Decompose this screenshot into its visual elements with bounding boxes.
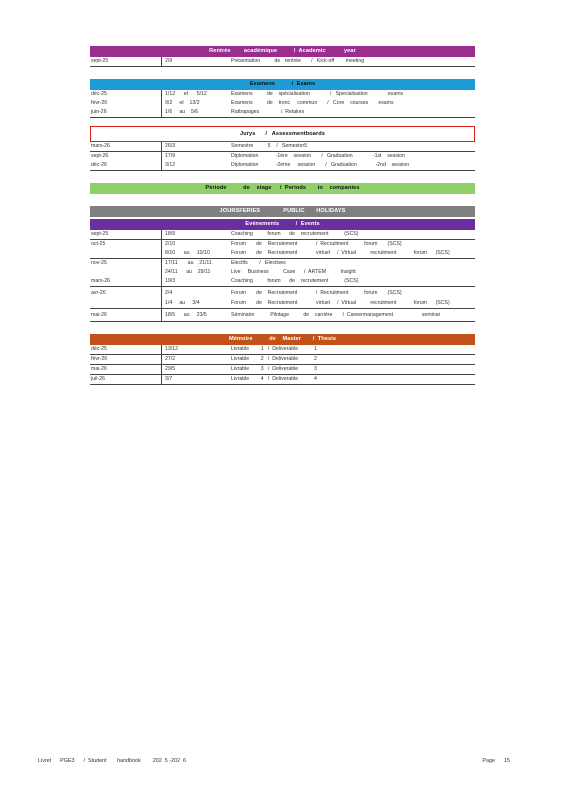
date-cell: 3/12: [161, 161, 231, 170]
table-row: [90, 299, 475, 309]
table-row: [90, 287, 475, 299]
date-cell: 19/3: [161, 277, 231, 286]
date-cell: 18/9: [161, 230, 231, 239]
table-row: [90, 355, 475, 365]
page-number: Page 15: [482, 758, 510, 764]
academic-year-header: Rentrée académique / Academic year: [90, 46, 475, 57]
label-cell: Electifs / Electives: [231, 260, 286, 266]
holidays-header: JOURSFERIES PUBLIC HOLIDAYS: [90, 206, 475, 217]
table-row: [90, 142, 475, 152]
date-cell: 17/9: [161, 152, 231, 161]
month-cell: [90, 249, 161, 258]
month-cell: sept-25: [91, 58, 109, 64]
month-cell: déc-25: [91, 91, 107, 97]
date-cell: 27/2: [161, 355, 231, 364]
date-cell: 2/9: [161, 57, 231, 66]
table-row: [90, 309, 475, 322]
label-cell: Livrable 3 / Deliverable 3: [231, 366, 317, 372]
month-cell: sept-25: [91, 231, 109, 237]
table-row: [90, 240, 475, 249]
month-cell: juin-26: [91, 109, 107, 115]
page-footer: [38, 758, 510, 764]
label-cell: Examens de tronc commun / Core courses exams: [231, 100, 394, 106]
table-row: [90, 277, 475, 287]
date-cell: 18/5 au 23/5: [161, 309, 231, 321]
juries-section: [90, 126, 475, 171]
date-cell: 24/11 au 29/11: [161, 268, 231, 277]
date-cell: 1/12 et 5/12: [161, 90, 231, 99]
thesis-header: Mémoire de Master / Thesis: [90, 334, 475, 345]
month-cell: févr-26: [91, 356, 108, 362]
label-cell: Diplomation -2ème session / Graduation -2nd session: [231, 162, 410, 168]
thesis-section: [90, 334, 475, 385]
internships-header: Période de stage / Periods in companies: [90, 183, 475, 194]
table-row: [90, 99, 475, 108]
date-cell: 8/10 au 10/10: [161, 249, 231, 258]
table-row: [90, 259, 475, 268]
label-cell: Rattrapages / Retakes: [231, 109, 305, 115]
table-row: [90, 249, 475, 259]
juries-header: Jurys / Assessmentboards: [90, 126, 475, 142]
table-row: [90, 268, 475, 277]
internships-section: [90, 183, 475, 194]
month-cell: sept-26: [91, 153, 109, 159]
label-cell: Livrable 4 / Deliverable 4: [231, 376, 317, 382]
table-row: [90, 161, 475, 171]
month-cell: mars-26: [91, 278, 111, 284]
month-cell: mars-26: [91, 143, 111, 149]
table-row: [90, 345, 475, 355]
footer-handbook-title: Livret PGE3 / Student handbook 202 5 -202 6: [38, 758, 187, 764]
label-cell: Live Business Case / ARTEM Insight: [231, 269, 356, 275]
table-row: [90, 108, 475, 118]
date-cell: 1/6 au 5/6: [161, 108, 231, 117]
month-cell: [90, 268, 161, 277]
label-cell: Examens de spécialisation / Specialisation exams: [231, 91, 404, 97]
month-cell: déc-26: [91, 162, 107, 168]
events-header: Evénements / Events: [90, 219, 475, 230]
events-section: [90, 219, 475, 322]
holidays-section: [90, 206, 475, 217]
month-cell: avr-26: [91, 290, 106, 296]
exams-section: [90, 79, 475, 118]
date-cell: 17/11 au 21/11: [161, 259, 231, 268]
label-cell: Semestre 5 / Semester5: [231, 143, 308, 149]
date-cell: 9/2 et 13/2: [161, 99, 231, 108]
label-cell: Livrable 2 / Deliverable 2: [231, 356, 317, 362]
month-cell: déc-25: [91, 346, 107, 352]
academic-year-section: [90, 46, 475, 67]
date-cell: 26/3: [161, 142, 231, 151]
month-cell: nov-25: [91, 260, 107, 266]
label-cell: Forum de Recrutement virtuel / Virtual recruitment forum (SCS): [231, 300, 450, 306]
table-row: [90, 230, 475, 240]
table-row: [90, 365, 475, 375]
table-row: [90, 152, 475, 161]
date-cell: 2/4: [161, 287, 231, 299]
date-cell: 1/4 au 3/4: [161, 299, 231, 308]
label-cell: Coaching forum de recrutement (SCS): [231, 231, 359, 237]
label-cell: Forum de Recrutement virtuel / Virtual recruitment forum (SCS): [231, 250, 450, 256]
table-row: [90, 57, 475, 67]
exams-header: Examens / Exams: [90, 79, 475, 90]
label-cell: Présentation de rentrée / Kick-off meeting: [231, 58, 365, 64]
date-cell: 2/10: [161, 240, 231, 249]
month-cell: oct-25: [91, 241, 106, 247]
date-cell: 3/7: [161, 375, 231, 384]
month-cell: [90, 299, 161, 308]
table-row: [90, 375, 475, 385]
month-cell: févr-26: [91, 100, 108, 106]
calendar-page: [90, 46, 475, 385]
label-cell: Forum de Recrutement / Recruitment forum (SCS): [231, 241, 402, 247]
label-cell: Forum de Recrutement / Recruitment forum (SCS): [231, 290, 402, 296]
label-cell: Coaching forum de recrutement (SCS): [231, 278, 359, 284]
month-cell: mai-26: [91, 312, 107, 318]
label-cell: Livrable 1 / Deliverable 1: [231, 346, 317, 352]
date-cell: 29/5: [161, 365, 231, 374]
month-cell: juil-26: [91, 376, 105, 382]
table-row: [90, 90, 475, 99]
date-cell: 13/12: [161, 345, 231, 354]
label-cell: Séminaire Pilotage de carrière / Careermanagement seminar: [231, 312, 441, 318]
month-cell: mai-26: [91, 366, 107, 372]
label-cell: Diplomation -1ère session / Graduation -1st session: [231, 153, 405, 159]
